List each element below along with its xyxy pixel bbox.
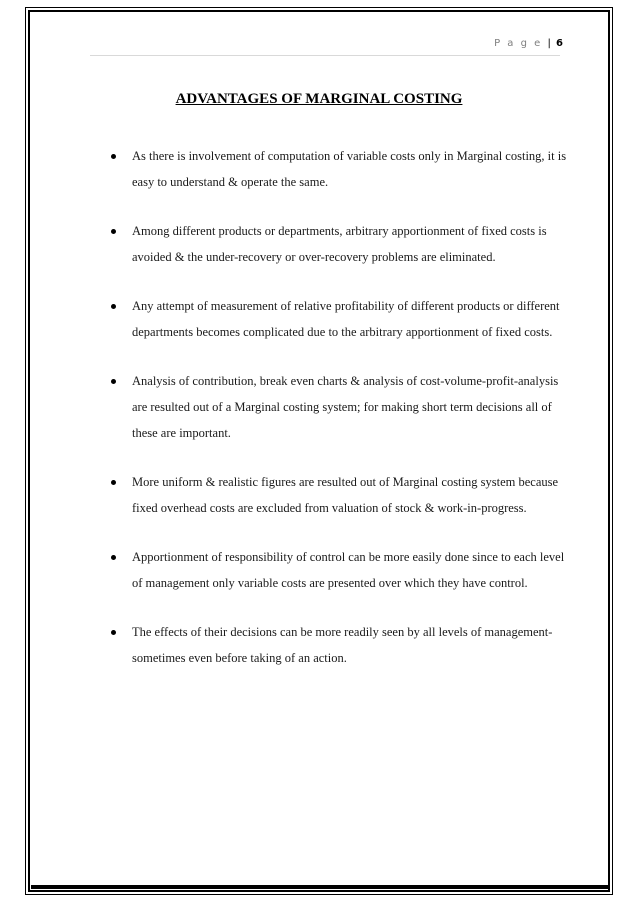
- page-header: [494, 38, 563, 49]
- list-item: [108, 293, 568, 345]
- list-item-text: More uniform & realistic figures are resulted out of Marginal costing system because fixed overhead costs are excluded from valuation of stock & work-in-progress.: [132, 475, 559, 515]
- bullet-icon: [111, 304, 116, 309]
- list-item-text: Any attempt of measurement of relative profitability of different products or different departments becomes complicated due to the arbitrary apportionment of fixed costs.: [132, 299, 560, 339]
- list-item: [108, 544, 568, 596]
- bullet-icon: [111, 379, 116, 384]
- list-item-text: As there is involvement of computation of variable costs only in Marginal costing, it is easy to understand & operate the same.: [132, 149, 567, 189]
- advantages-list: [108, 143, 568, 694]
- page-label: P a g e: [494, 38, 543, 49]
- list-item: [108, 368, 568, 446]
- list-item: [108, 619, 568, 671]
- bullet-icon: [111, 555, 116, 560]
- list-item-text: Analysis of contribution, break even charts & analysis of cost-volume-profit-analysis are resulted out of a Marginal costing system; for making short term decisions all of these are important.: [132, 374, 559, 440]
- list-item-text: Among different products or departments, arbitrary apportionment of fixed costs is avoided & the under-recovery or over-recovery problems are eliminated.: [132, 224, 547, 264]
- bullet-icon: [111, 630, 116, 635]
- page-separator: |: [547, 38, 551, 49]
- document-title: ADVANTAGES OF MARGINAL COSTING: [175, 91, 463, 107]
- list-item-text: The effects of their decisions can be more readily seen by all levels of management- sometimes even before taking of an action.: [132, 625, 553, 665]
- list-item: [108, 469, 568, 521]
- bullet-icon: [111, 154, 116, 159]
- header-rule: [90, 55, 560, 56]
- bullet-icon: [111, 480, 116, 485]
- list-item: [108, 143, 568, 195]
- bullet-icon: [111, 229, 116, 234]
- list-item: [108, 218, 568, 270]
- list-item-text: Apportionment of responsibility of control can be more easily done since to each level of management only variable costs are presented over which they have control.: [132, 550, 565, 590]
- page-border-shadow: [31, 885, 610, 889]
- page-number: 6: [556, 38, 563, 49]
